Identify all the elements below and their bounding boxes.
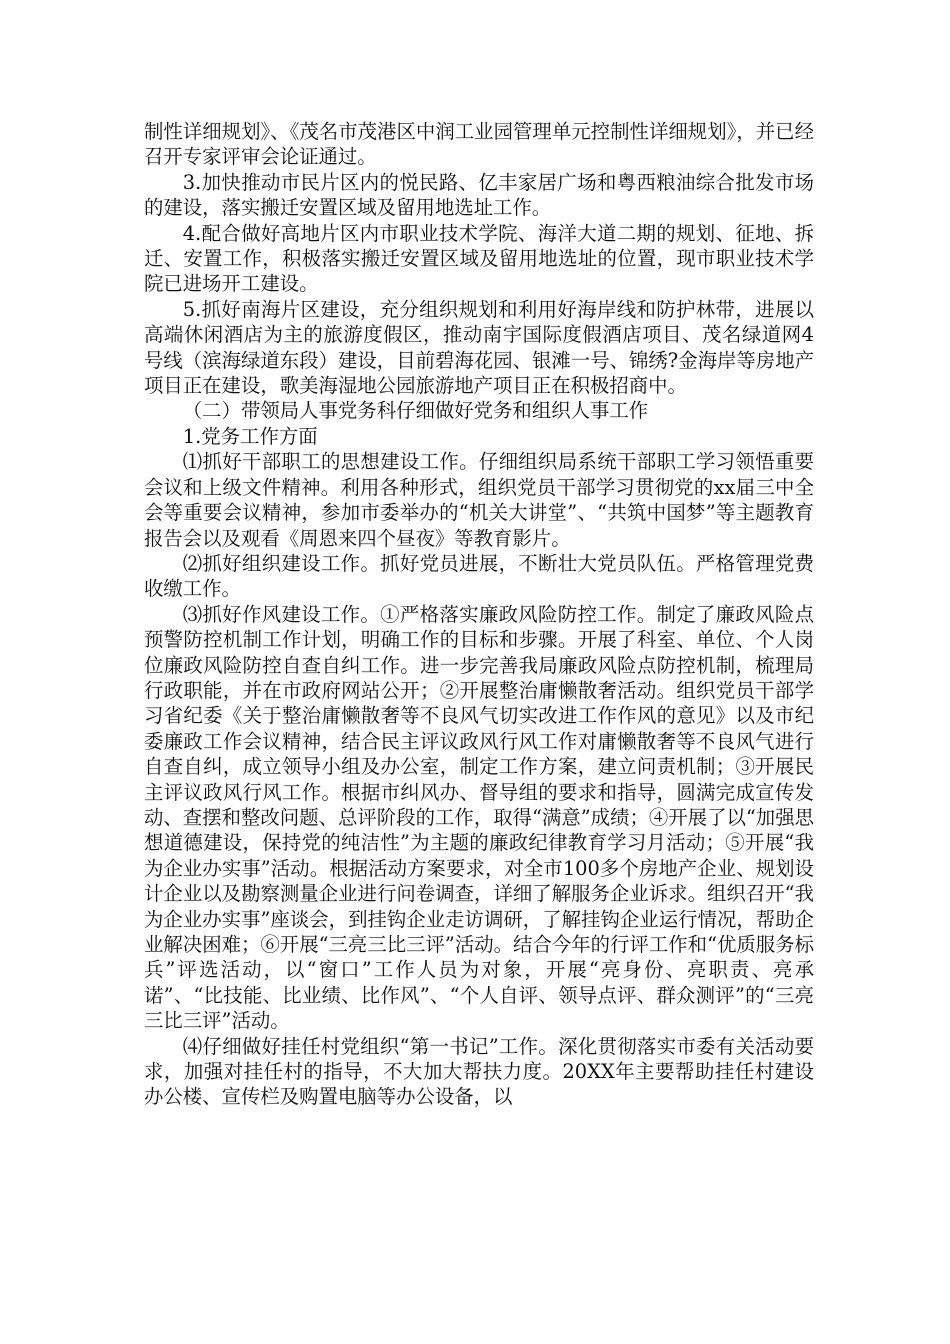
paragraph-item-3: 3.加快推动市民片区内的悦民路、亿丰家居广场和粤西粮油综合批发市场的建设，落实搬迁安置区域及留用地选址工作。 — [144, 170, 814, 220]
paragraph-item-4: 4.配合做好高地片区内市职业技术学院、海洋大道二期的规划、征地、拆迁、安置工作，积极落实搬迁安置区域及留用地选址的位置，现市职业技术学院已进场开工建设。 — [144, 221, 814, 296]
paragraph-party-2: ⑵抓好组织建设工作。抓好党员进展，不断壮大党员队伍。严格管理党费收缴工作。 — [144, 551, 814, 601]
section-heading: （二）带领局人事党务科仔细做好党务和组织人事工作 — [182, 399, 649, 423]
paragraph-party-1: ⑴抓好干部职工的思想建设工作。仔细组织局系统干部职工学习领悟重要会议和上级文件精神。利用各种形式，组织党员干部学习贯彻党的xx届三中全会等重要会议精神，参加市委举办的“机关大讲堂”、“共筑中国梦”等主题教育报告会以及观看《周恩来四个昼夜》等教育影片。 — [144, 450, 814, 550]
subsection-heading: 1.党务工作方面 — [182, 424, 318, 448]
paragraph-item-5: 5.抓好南海片区建设，充分组织规划和利用好海岸线和防护林带，进展以高端休闲酒店为主的旅游度假区，推动南宇国际度假酒店项目、茂名绿道网4号线（滨海绿道东段）建设，目前碧海花园、银滩一号、锦绣?金海岸等房地产项目正在建设，歌美海湿地公园旅游地产项目正在积极招商中。 — [144, 297, 814, 398]
paragraph-party-4: ⑷仔细做好挂任村党组织“第一书记”工作。深化贯彻落实市委有关活动要求，加强对挂任村的指导，不大加大帮扶力度。20XX年主要帮助挂任村建设办公楼、宣传栏及购置电脑等办公设备，以 — [144, 1034, 814, 1109]
document-body — [144, 119, 814, 1110]
paragraph-continuation: 制性详细规划》、《茂名市茂港区中润工业园管理单元控制性详细规划》，并已经召开专家评审会论证通过。 — [144, 120, 814, 169]
paragraph-party-3: ⑶抓好作风建设工作。①严格落实廉政风险防控工作。制定了廉政风险点预警防控机制工作计划，明确工作的目标和步骤。开展了科室、单位、个人岗位廉政风险防控自查自纠工作。进一步完善我局廉政风险点防控机制，梳理局行政职能，并在市政府网站公开；②开展整治庸懒散奢活动。组织党员干部学习省纪委《关于整治庸懒散奢等不良风气切实改进工作作风的意见》以及市纪委廉政工作会议精神，结合民主评议政风行风工作对庸懒散奢等不良风气进行自查自纠，成立领导小组及办公室，制定工作方案，建立问责机制；③开展民主评议政风行风工作。根据市纠风办、督导组的要求和指导，圆满完成宣传发动、查摆和整改问题、总评阶段的工作，取得“满意”成绩；④开展了以“加强思想道德建设，保持党的纯洁性”为主题的廉政纪律教育学习月活动；⑤开展“我为企业办实事”活动。根据活动方案要求，对全市100多个房地产企业、规划设计企业以及勘察测量企业进行问卷调查，详细了解服务企业诉求。组织召开“我为企业办实事”座谈会，到挂钩企业走访调研，了解挂钩企业运行情况，帮助企业解决困难；⑥开展“三亮三比三评”活动。结合今年的行评工作和“优质服务标兵”评选活动，以“窗口”工作人员为对象，开展“亮身份、亮职责、亮承诺”、“比技能、比业绩、比作风”、“个人自评、领导点评、群众测评”的“三亮三比三评”活动。 — [144, 602, 814, 1033]
